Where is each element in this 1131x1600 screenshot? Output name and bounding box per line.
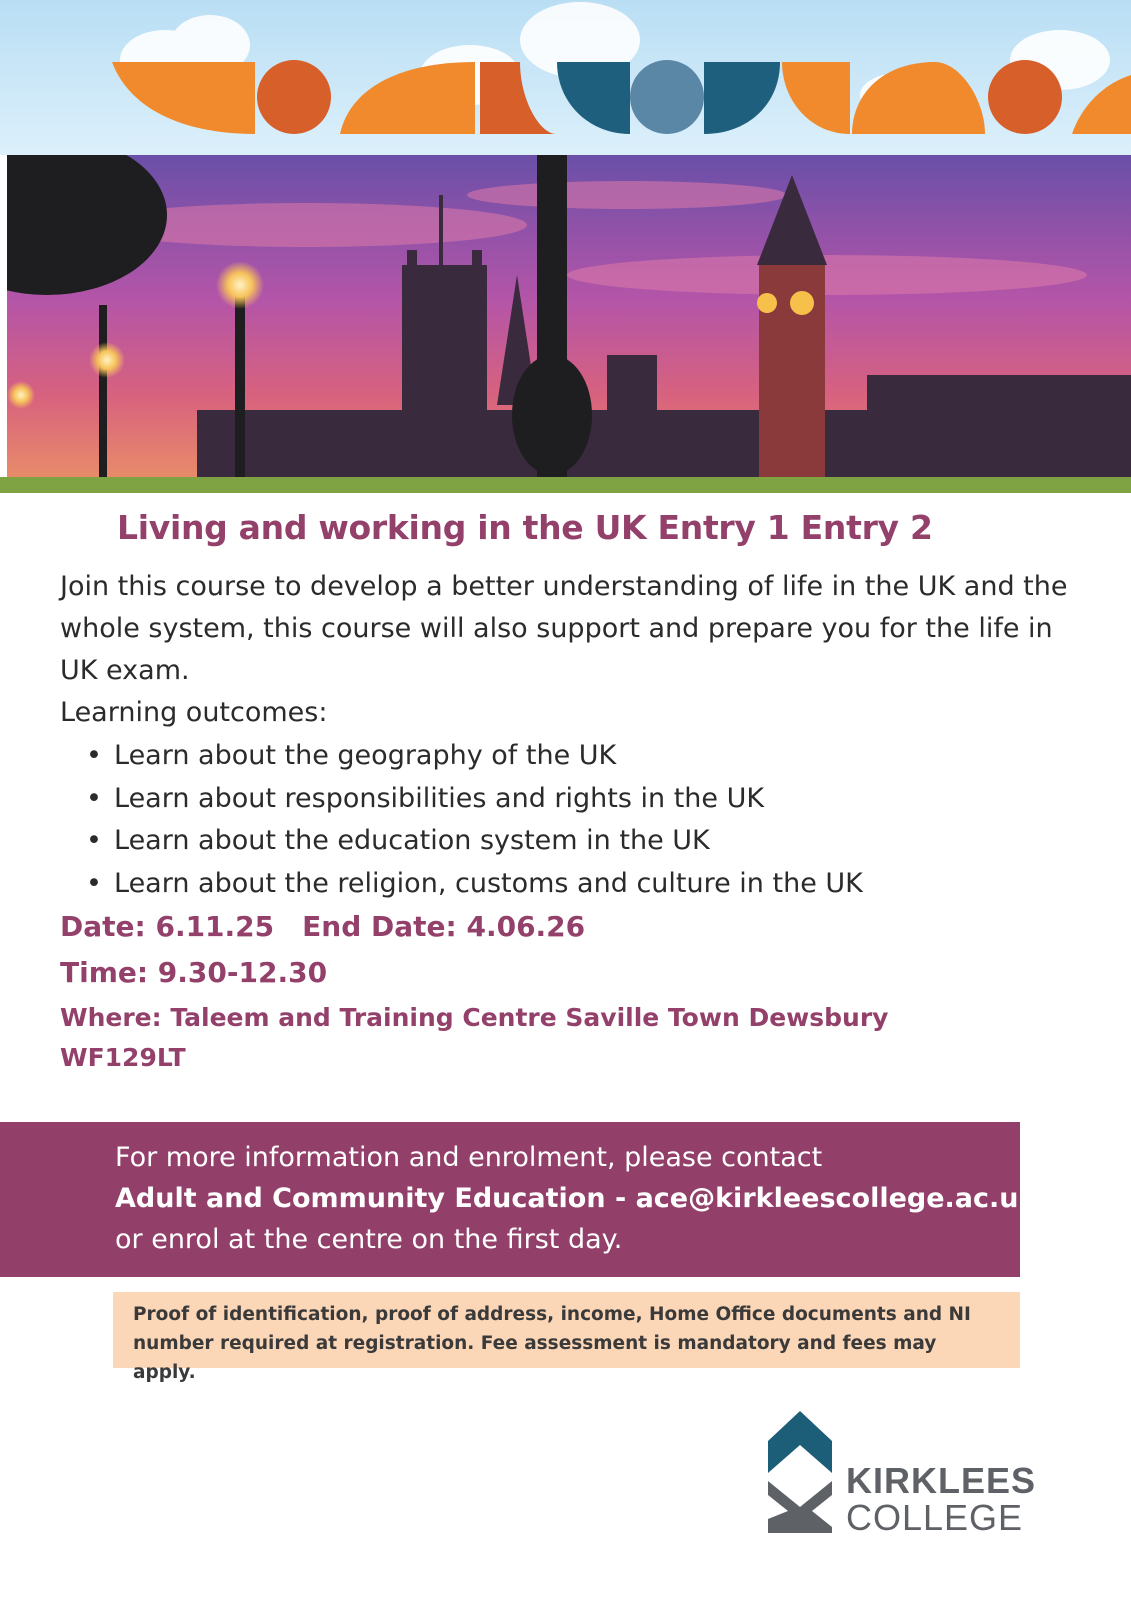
- location-line-2: WF129LT: [60, 1043, 186, 1072]
- time-line: Time: 9.30-12.30: [60, 956, 328, 989]
- grass-strip: [0, 477, 1131, 493]
- outcome-text: Learn about the religion, customs and culture in the UK: [114, 867, 863, 899]
- contact-line-3: or enrol at the centre on the first day.: [115, 1224, 623, 1255]
- start-date: Date: 6.11.25: [60, 910, 275, 943]
- list-item: [86, 863, 863, 906]
- registration-notice: [113, 1292, 1020, 1383]
- notice-text: Proof of identification, proof of address, income, Home Office documents and NI number required at registration. Fee assessment is mandatory and fees may apply.: [133, 1304, 971, 1383]
- list-item: [86, 735, 863, 778]
- bullet-icon: •: [86, 867, 102, 899]
- bullet-icon: •: [86, 825, 102, 856]
- outcomes-heading: Learning outcomes:: [60, 697, 328, 728]
- logo-word-college: COLLEGE: [846, 1497, 1024, 1538]
- westminster-sunset-photo: [7, 155, 1131, 477]
- contact-box: [0, 1122, 1037, 1277]
- course-title: Living and working in the UK Entry 1 Entry 2: [117, 508, 933, 547]
- location: [60, 998, 960, 1078]
- outcome-text: Learn about the geography of the UK: [114, 740, 617, 771]
- kirklees-logo-icon: [768, 1411, 832, 1533]
- contact-line-1: For more information and enrolment, please contact: [115, 1142, 823, 1173]
- list-item: [86, 778, 863, 821]
- bullet-icon: •: [86, 782, 102, 814]
- logo-word-kirklees: KIRKLEES: [846, 1460, 1037, 1501]
- location-line-1: Where: Taleem and Training Centre Saville Town Dewsbury: [60, 1003, 889, 1032]
- course-intro: Join this course to develop a better understanding of life in the UK and the whole system, this course will also support and prepare you for the life in UK exam.: [60, 571, 1068, 686]
- outcome-text: Learn about responsibilities and rights in the UK: [114, 782, 765, 814]
- date-line: [60, 910, 585, 943]
- contact-line-2: Adult and Community Education - ace@kirkleescollege.ac.uk: [115, 1183, 1037, 1214]
- list-item: [86, 820, 863, 863]
- outcome-text: Learn about the education system in the UK: [114, 825, 710, 856]
- geometric-banner: [0, 0, 1131, 155]
- end-date: End Date: 4.06.26: [302, 910, 586, 943]
- bullet-icon: •: [86, 740, 102, 771]
- outcomes-list: [86, 735, 863, 905]
